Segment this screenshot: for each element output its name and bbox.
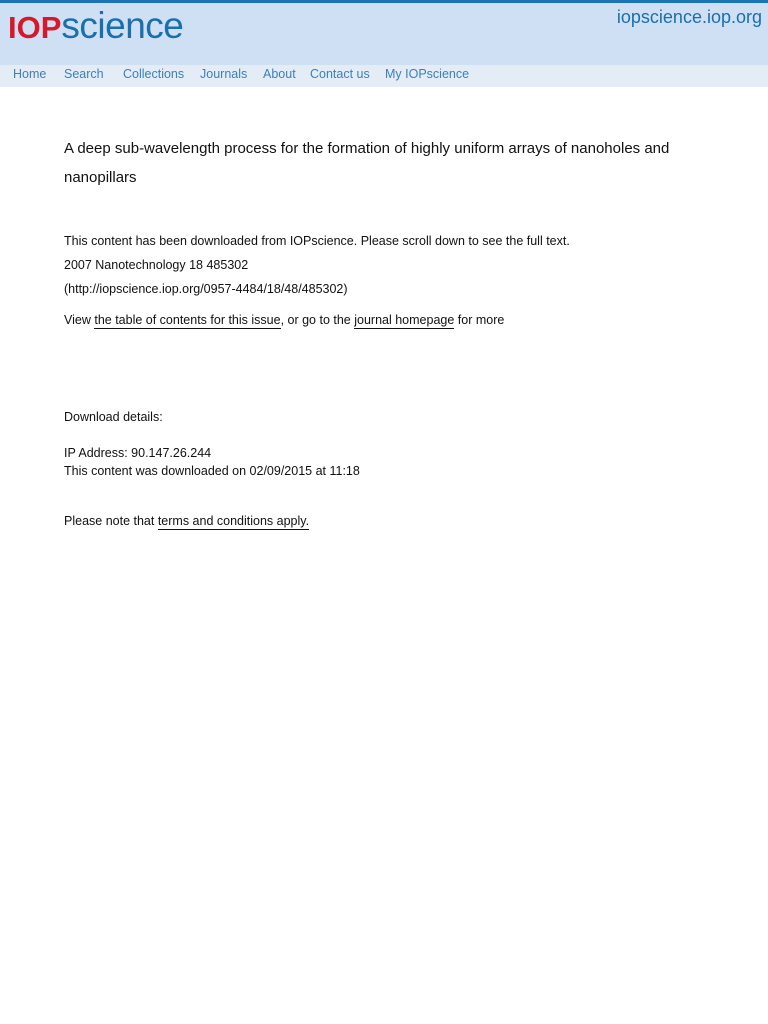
view-links-line — [64, 313, 504, 327]
terms-note — [64, 514, 309, 528]
citation: 2007 Nanotechnology 18 485302 — [64, 258, 249, 272]
nav-search[interactable]: Search — [64, 67, 104, 81]
logo-science-text: science — [61, 5, 184, 46]
site-header — [0, 3, 768, 65]
nav-contact-us[interactable]: Contact us — [310, 67, 370, 81]
article-title-block — [64, 134, 714, 192]
view-middle: , or go to the — [280, 313, 355, 327]
nav-collections[interactable]: Collections — [123, 67, 185, 81]
download-details-heading: Download details: — [64, 410, 163, 424]
view-prefix: View — [64, 313, 95, 327]
iopscience-logo[interactable] — [8, 5, 183, 49]
terms-prefix: Please note that — [64, 514, 158, 528]
downloaded-on: This content was downloaded on 02/09/2015 at 11:18 — [64, 464, 360, 478]
journal-homepage-link[interactable]: journal homepage — [354, 313, 455, 327]
nav-home[interactable]: Home — [13, 67, 47, 81]
article-url: (http://iopscience.iop.org/0957-4484/18/48/485302) — [64, 282, 348, 296]
nav-journals[interactable]: Journals — [200, 67, 248, 81]
terms-link[interactable]: terms and conditions apply. — [157, 514, 310, 528]
site-url[interactable]: iopscience.iop.org — [616, 7, 762, 27]
logo-iop-text: IOP — [8, 10, 62, 45]
ip-address: IP Address: 90.147.26.244 — [64, 446, 212, 460]
toc-link[interactable]: the table of contents for this issue — [94, 313, 281, 327]
view-suffix: for more — [454, 313, 505, 327]
download-notice: This content has been downloaded from IOPscience. Please scroll down to see the full text. — [64, 234, 570, 248]
main-nav — [0, 65, 768, 87]
nav-my-iopscience[interactable]: My IOPscience — [385, 67, 470, 81]
nav-about[interactable]: About — [263, 67, 296, 81]
article-title: A deep sub-wavelength process for the formation of highly uniform arrays of nanoholes and nanopillars — [64, 140, 670, 186]
